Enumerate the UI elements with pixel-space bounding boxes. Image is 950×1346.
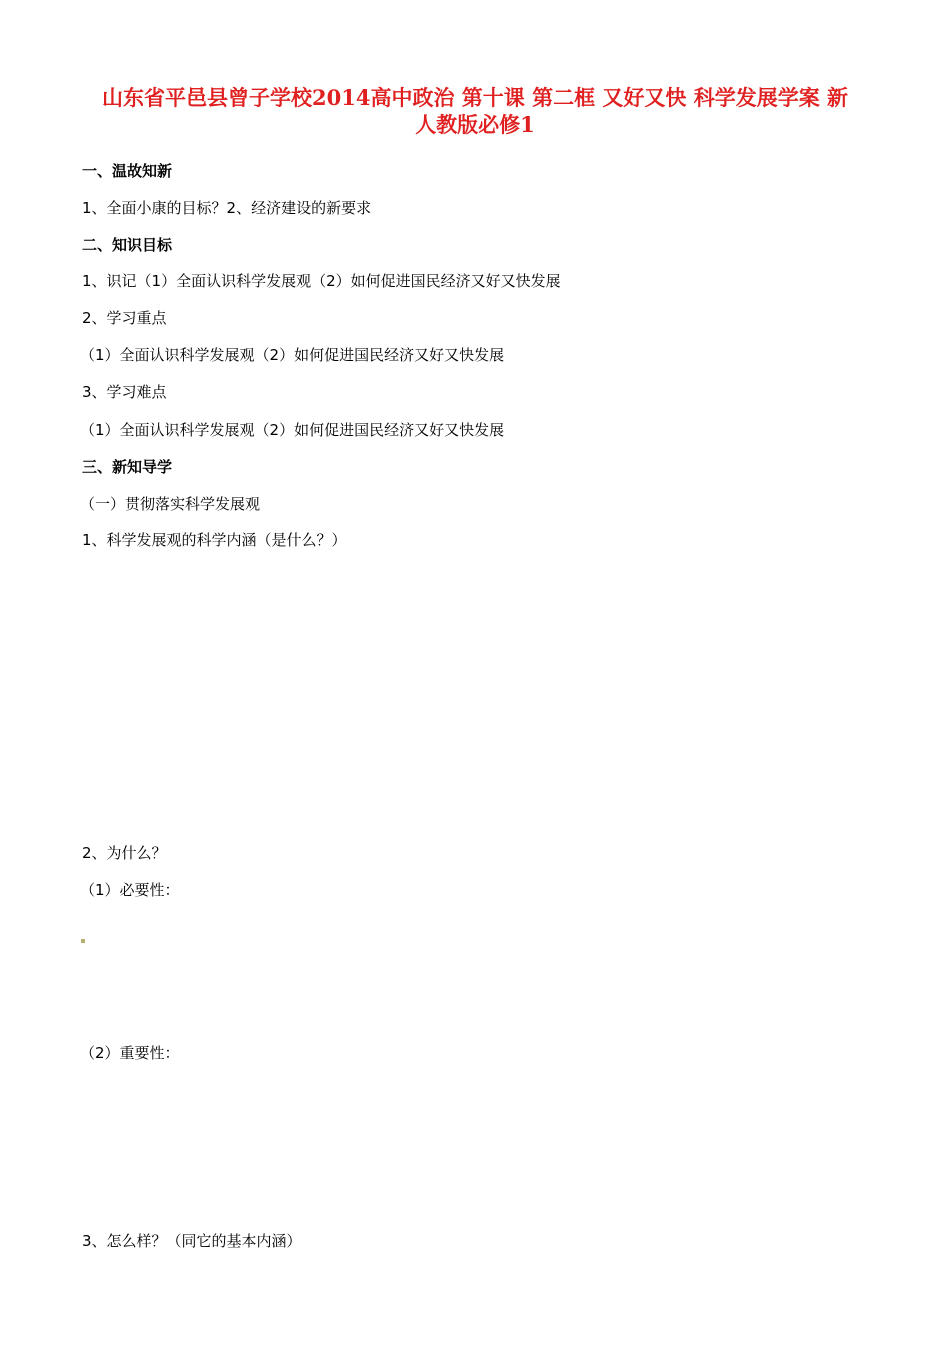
question-1: 1、科学发展观的科学内涵（是什么？）: [82, 531, 347, 549]
new-knowledge-subheading: （一）贯彻落实科学发展观: [80, 495, 261, 513]
goals-line-5: （1）全面认识科学发展观（2）如何促进国民经济又好又快发展: [80, 421, 505, 439]
document-title-line-2: 人教版必修1: [415, 112, 535, 137]
goals-line-2: 2、学习重点: [82, 309, 167, 327]
section-heading-new-knowledge: 三、新知导学: [82, 458, 173, 476]
section-heading-goals: 二、知识目标: [82, 236, 173, 254]
document-title-line-1: 山东省平邑县曾子学校2014高中政治 第十课 第二框 又好又快 科学发展学案 新: [102, 85, 848, 110]
goals-line-4: 3、学习难点: [82, 383, 167, 401]
review-line-1: 1、全面小康的目标？2、经济建设的新要求: [82, 199, 372, 217]
question-3: 3、怎么样？（同它的基本内涵）: [82, 1232, 302, 1250]
question-2-part-1: （1）必要性：: [80, 881, 180, 899]
small-mark: [81, 939, 85, 943]
section-heading-review: 一、温故知新: [82, 162, 173, 180]
goals-line-3: （1）全面认识科学发展观（2）如何促进国民经济又好又快发展: [80, 346, 505, 364]
question-2: 2、为什么？: [82, 844, 167, 862]
goals-line-1: 1、识记（1）全面认识科学发展观（2）如何促进国民经济又好又快发展: [82, 272, 561, 290]
question-2-part-2: （2）重要性：: [80, 1044, 180, 1062]
